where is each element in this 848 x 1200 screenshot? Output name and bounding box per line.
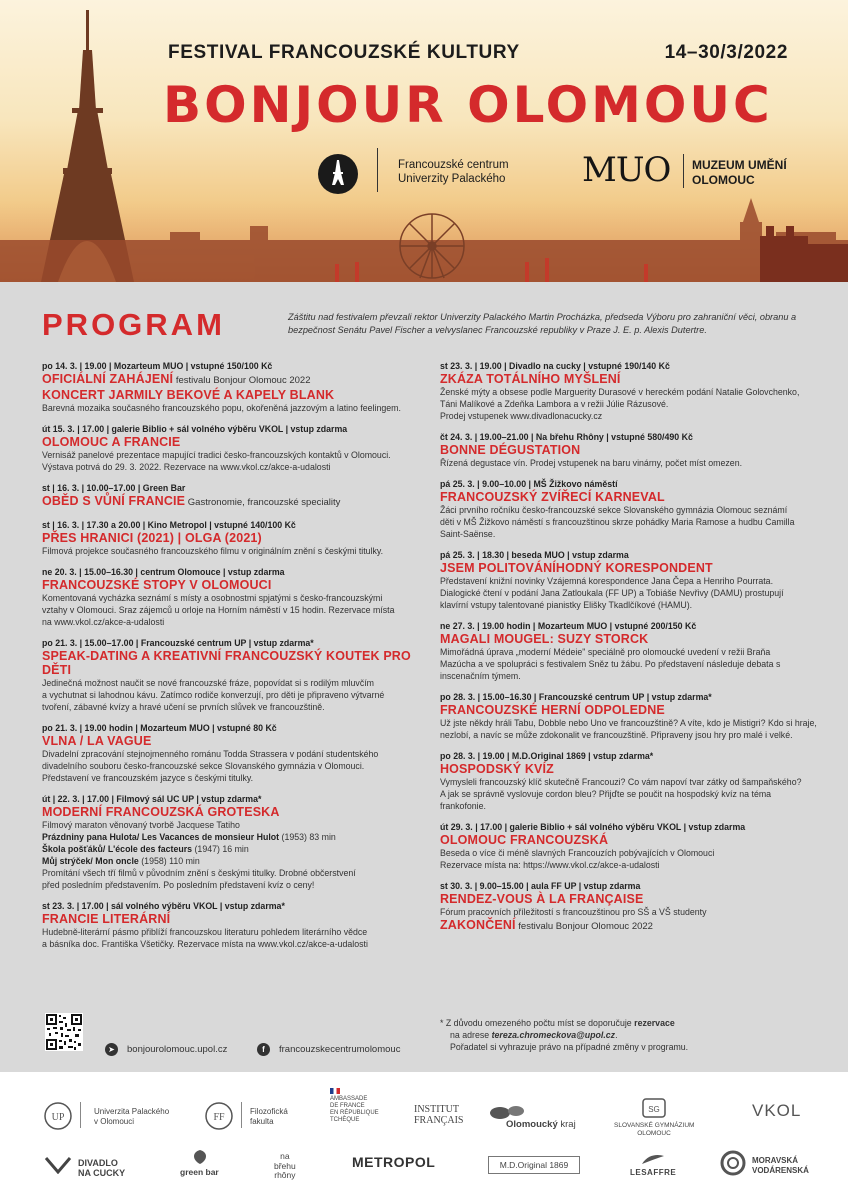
festival-line xyxy=(168,42,788,64)
closing-title xyxy=(440,918,820,934)
fc-name-line1: Francouzské centrum xyxy=(398,159,509,171)
event-description: Rezervace místa na: https://www.vkol.cz/akce-a-udalosti xyxy=(440,860,660,870)
event-description: na www.vkol.cz/akce-a-udalosti xyxy=(42,617,165,627)
event-description: Ženské mýty a obsese podle Marguerity Durasové v hereckém podání Natalie Golovchenko, xyxy=(440,387,800,397)
svg-text:SG: SG xyxy=(648,1105,660,1114)
lesaffre-icon xyxy=(640,1152,666,1166)
logo-divider xyxy=(683,154,684,188)
note-text: . xyxy=(615,1030,618,1040)
event-meta: ne 27. 3. | 19.00 hodin | Mozarteum MUO | vstupné 200/150 Kč xyxy=(440,621,697,631)
ambassade-logo xyxy=(330,1088,379,1124)
md-original-logo: M.D.Original 1869 xyxy=(488,1156,580,1174)
event-title xyxy=(42,435,417,449)
breh-line3: rhôny xyxy=(274,1170,296,1180)
mv-line2: VODÁRENSKÁ xyxy=(752,1166,809,1175)
event-description: a básníka doc. Františka Všetičky. Rezervace místa na www.vkol.cz/akce-a-udalosti xyxy=(42,939,368,949)
event-title-text: OBĚD S VŮNÍ FRANCIE xyxy=(42,494,186,508)
green-bar-icon xyxy=(188,1148,212,1166)
film-info: (1947) 16 min xyxy=(192,844,249,854)
ff-seal-icon xyxy=(205,1102,233,1130)
event-title-text: BONNE DÉGUSTATION xyxy=(440,443,581,457)
green-bar-logo: green bar xyxy=(180,1167,219,1177)
film-info: (1958) 110 min xyxy=(138,856,200,866)
program-event xyxy=(42,637,417,713)
event-title-text: OLOMOUC A FRANCIE xyxy=(42,435,181,449)
event-description: Představení ve francouzském jazyce s českými titulky. xyxy=(42,773,254,783)
event-description: Barevná mozaika současného francouzského popu, okořeněná jazzovým a latino feelingem. xyxy=(42,403,401,413)
program-event xyxy=(440,750,820,812)
event-description: Mimořádná úprava „moderní Médeie" speciálně pro olomoucké uvedení v režii Braňa xyxy=(440,647,771,657)
event-title-text: MAGALI MOUGEL: SUZY STORCK xyxy=(440,632,649,646)
event-title-text: FRANCOUZSKÉ HERNÍ ODPOLEDNE xyxy=(440,703,665,717)
event-title xyxy=(42,805,417,819)
event-title xyxy=(42,649,417,677)
na-brehu-rhony-logo xyxy=(274,1152,296,1181)
fc-name-line2: Univerzity Palackého xyxy=(398,173,506,185)
svg-text:FF: FF xyxy=(213,1112,225,1123)
ff-logo-text xyxy=(250,1107,288,1126)
amb-line3: EN RÉPUBLIQUE xyxy=(330,1110,379,1116)
muo-name-line2: OLOMOUC xyxy=(692,173,755,187)
event-title-secondary: KONCERT JARMILY BEKOVÉ A KAPELY BLANK xyxy=(42,388,335,402)
breh-line1: na xyxy=(280,1151,290,1161)
note-text: * Z důvodu omezeného počtu míst se doporučuje xyxy=(440,1018,635,1028)
event-description: Filmový maraton věnovaný tvorbě Jacquese Tatiho xyxy=(42,820,240,830)
moravska-vodarenska-icon xyxy=(720,1150,746,1176)
svg-text:UP: UP xyxy=(51,1112,65,1123)
event-meta: pá 25. 3. | 18.30 | beseda MUO | vstup zdarma xyxy=(440,550,629,560)
event-description: Filmová projekce současného francouzského filmu v originálním znění s českými titulky. xyxy=(42,546,384,556)
inst-line2: FRANÇAIS xyxy=(414,1115,464,1126)
program-event xyxy=(42,793,417,891)
patronage-text: Záštitu nad festivalem převzali rektor Univerzity Palackého Martin Procházka, předseda Výboru pro zahraniční věci, obranu a bezpečnost Senátu Pavel Fischer a velvyslanec Francouzské republiky v Praze J. E. p. Alexis Dutertre. xyxy=(288,312,797,335)
divadlo-na-cucky-icon xyxy=(44,1156,74,1174)
event-description: Divadelní zpracování stejnojmenného románu Todda Strassera v podání studentského xyxy=(42,749,379,759)
festival-subtitle: FESTIVAL FRANCOUZSKÉ KULTURY xyxy=(168,42,520,63)
institut-francais-logo xyxy=(414,1104,463,1126)
event-title xyxy=(440,372,820,386)
program-event xyxy=(42,360,417,414)
festival-title: BONJOUR OLOMOUC xyxy=(163,76,773,134)
festival-header xyxy=(0,0,848,282)
event-meta: po 28. 3. | 15.00–16.30 | Francouzské centrum UP | vstup zdarma* xyxy=(440,692,712,702)
sgo-line1: SLOVANSKÉ GYMNÁZIUM xyxy=(614,1122,695,1129)
event-description: inscenačním týmem. xyxy=(440,671,521,681)
event-description: Mazúcha a ve spolupráci s festivalem Sněz tu žábu. Po představení následuje debata s xyxy=(440,659,781,669)
muo-logo: MUO xyxy=(582,150,671,190)
event-title xyxy=(42,578,417,592)
sgo-line2: OLOMOUC xyxy=(637,1130,671,1137)
event-title-text: RENDEZ-VOUS À LA FRANÇAISE xyxy=(440,892,644,906)
program-event xyxy=(42,482,417,510)
note-text: na adrese xyxy=(450,1030,492,1040)
up-logo-text xyxy=(94,1107,169,1126)
event-title xyxy=(440,703,820,717)
ff-name-line2: fakulta xyxy=(250,1116,274,1126)
event-title xyxy=(42,531,417,545)
divadlo-line1: DIVADLO xyxy=(78,1158,118,1168)
event-meta: čt 24. 3. | 19.00–21.00 | Na břehu Rhôny | vstupné 580/490 Kč xyxy=(440,432,693,442)
film-title: Škola pošťáků/ L'école des facteurs xyxy=(42,844,193,854)
up-seal-icon xyxy=(44,1102,72,1130)
up-name-line1: Univerzita Palackého xyxy=(94,1107,170,1116)
amb-line1: AMBASSADE xyxy=(330,1096,368,1102)
event-description: divadelního souboru česko-francouzské sekce Slovanského gymnázia v Olomouci. xyxy=(42,761,365,771)
event-title-text: JSEM POLITOVÁNÍHODNÝ KORESPONDENT xyxy=(440,561,713,575)
event-description: Jedinečná možnost naučit se nové francouzské fráze, popovídat si s rodilým mluvčím xyxy=(42,678,374,688)
event-description: Dialogické čtení v podání Jana Zatloukala (FF UP) a Tobiáše Nevřivy (DAMU) prostupují xyxy=(440,588,784,598)
event-title xyxy=(440,632,820,646)
event-description: Prodej vstupenek www.divadlonacucky.cz xyxy=(440,411,603,421)
event-title xyxy=(440,892,820,906)
event-meta: po 28. 3. | 19.00 | M.D.Original 1869 | vstup zdarma* xyxy=(440,751,654,761)
festival-dates: 14–30/3/2022 xyxy=(664,42,788,63)
note-emphasis: rezervace xyxy=(634,1018,675,1028)
inst-line1: INSTITUT xyxy=(414,1104,459,1115)
event-meta: út 15. 3. | 17.00 | galerie Biblio + sál volného výběru VKOL | vstup zdarma xyxy=(42,424,348,434)
event-meta: út | 22. 3. | 17.00 | Filmový sál UC UP | vstup zdarma* xyxy=(42,794,262,804)
program-event xyxy=(42,423,417,473)
program-column-left xyxy=(42,360,417,959)
reservation-note xyxy=(440,1017,820,1053)
event-description: Vernisáž panelové prezentace mapující tradici česko-francouzských kontaktů v Olomouci. xyxy=(42,450,391,460)
event-title xyxy=(440,762,820,776)
program-event xyxy=(440,431,820,469)
event-title xyxy=(42,734,417,748)
program-event xyxy=(42,900,417,950)
up-name-line2: v Olomouci xyxy=(94,1116,135,1126)
note-disclaimer: Pořadatel si vyhrazuje právo na případné změny v programu. xyxy=(450,1042,689,1052)
muo-name-line1: MUZEUM UMĚNÍ xyxy=(692,158,787,172)
event-description: Představení knižní novinky Vzájemná korespondence Jana Čepa a Henriho Pourrata. xyxy=(440,576,774,586)
event-title-text: OLOMOUC FRANCOUZSKÁ xyxy=(440,833,609,847)
event-description: Beseda o více či méně slavných Francouzích pobývajících v Olomouci xyxy=(440,848,715,858)
moravska-vodarenska-logo xyxy=(752,1156,809,1176)
event-description: děti v MŠ Žižkovo náměstí s francouzštinou skrze pohádky Maria Ramose a hudbu Camilla xyxy=(440,517,795,527)
logo-divider xyxy=(377,148,378,192)
event-description: Táni Malíkové a Zdeňka Lambora a v režii Júlie Rázusové. xyxy=(440,399,669,409)
amb-line2: DE FRANCE xyxy=(330,1103,365,1109)
program-event xyxy=(440,691,820,741)
event-meta: st 23. 3. | 17.00 | sál volného výběru VKOL | vstup zdarma* xyxy=(42,901,285,911)
olk-word2: kraj xyxy=(560,1119,576,1130)
event-title xyxy=(42,494,417,510)
film-info: (1953) 83 min xyxy=(279,832,336,842)
logo-divider xyxy=(80,1102,81,1128)
qr-code[interactable] xyxy=(45,1013,83,1051)
event-description: vztahy v Olomouci. Sraz zájemců u orloje na Horním náměstí v 15 hodin. Rezervace místa xyxy=(42,605,395,615)
event-description: a vychutnat si lahodnou kávu. Zatímco rodiče konverzují, pro děti je připraveno výtvarné xyxy=(42,690,385,700)
divadlo-line2: NA CUCKY xyxy=(78,1168,126,1178)
program-column-right xyxy=(440,360,820,943)
reservation-email-link[interactable]: tereza.chromeckova@upol.cz xyxy=(491,1030,616,1040)
event-title-text: FRANCIE LITERÁRNÍ xyxy=(42,912,171,926)
eiffel-emblem-icon xyxy=(318,154,358,194)
event-description: A jak se správně vyslovuje cordon bleu? Přijďte se poučit na hospodský kvíz na téma xyxy=(440,789,772,799)
event-title-text: OFICIÁLNÍ ZAHÁJENÍ xyxy=(42,372,174,386)
event-meta: po 21. 3. | 19.00 hodin | Mozarteum MUO | vstupné 80 Kč xyxy=(42,723,277,733)
event-title-text: VLNA / LA VAGUE xyxy=(42,734,152,748)
event-meta: pá 25. 3. | 9.00–10.00 | MŠ Žižkovo náměstí xyxy=(440,479,618,489)
event-meta: po 21. 3. | 15.00–17.00 | Francouzské centrum UP | vstup zdarma* xyxy=(42,638,314,648)
divadlo-na-cucky-logo xyxy=(78,1158,125,1178)
event-description: Komentovaná vycházka seznámí s místy a osobnostmi spjatými s česko-francouzskými xyxy=(42,593,383,603)
program-event xyxy=(440,360,820,422)
event-description: tvoření, zábavné kvízy a hravé učení se prvních slůvek ve francouzštině. xyxy=(42,702,325,712)
event-meta: st | 16. 3. | 10.00–17.00 | Green Bar xyxy=(42,483,186,493)
event-meta: út 29. 3. | 17.00 | galerie Biblio + sál volného výběru VKOL | vstup zdarma xyxy=(440,822,746,832)
organizer-logos xyxy=(318,148,808,194)
partner-logos-strip xyxy=(0,1072,848,1200)
amb-line4: TCHÈQUE xyxy=(330,1117,360,1123)
event-title xyxy=(440,443,820,457)
lesaffre-logo: LESAFFRE xyxy=(630,1168,677,1177)
website-link[interactable] xyxy=(105,1043,227,1056)
francouzske-centrum-name xyxy=(398,158,509,186)
event-title xyxy=(440,490,820,504)
muzeum-umeni-name xyxy=(692,158,787,188)
breh-line2: břehu xyxy=(274,1160,296,1171)
event-title xyxy=(42,372,417,388)
film-title: Můj strýček/ Mon oncle xyxy=(42,856,139,866)
event-description: Už jste někdy hráli Tabu, Dobble nebo Uno ve francouzštině? A víte, kdo je Mistigri? Kdo si hraje, xyxy=(440,718,817,728)
film-entry xyxy=(42,831,417,843)
program-event xyxy=(440,620,820,682)
event-description: Výstava potrvá do 29. 3. 2022. Rezervace na www.vkol.cz/akce-a-udalosti xyxy=(42,462,331,472)
film-title: Prázdniny pana Hulota/ Les Vacances de monsieur Hulot xyxy=(42,832,280,842)
facebook-handle[interactable]: francouzskecentrumolomouc xyxy=(279,1044,401,1055)
event-title xyxy=(440,833,820,847)
event-description: před posledním představením. Po posledním představení kvíz o ceny! xyxy=(42,880,315,890)
event-meta: po 14. 3. | 19.00 | Mozarteum MUO | vstupné 150/100 Kč xyxy=(42,361,273,371)
program-heading: PROGRAM xyxy=(42,307,225,342)
film-entry xyxy=(42,855,417,867)
event-description: Žáci prvního ročníku česko-francouzské sekce Slovanského gymnázia Olomouc seznámí xyxy=(440,505,788,515)
facebook-icon: f xyxy=(257,1043,270,1056)
event-description: Hudebně-literární pásmo přiblíží francouzskou literaturu pohledem literárního vědce xyxy=(42,927,368,937)
event-meta: ne 20. 3. | 15.00–16.30 | centrum Olomouce | vstup zdarma xyxy=(42,567,285,577)
event-description: Saint-Saënse. xyxy=(440,529,496,539)
event-description: Promítání všech tří filmů v původním znění s českými titulky. Drobné občerstvení xyxy=(42,868,356,878)
film-entry xyxy=(42,843,417,855)
event-description: Vymysleli francouzský klíč skutečně Francouzi? Co vám napoví tvar zátky od šampaňského? xyxy=(440,777,802,787)
french-flag-icon xyxy=(330,1088,340,1094)
closing-title-text: ZAKONČENÍ xyxy=(440,918,516,932)
event-description: frankofonie. xyxy=(440,801,486,811)
ff-name-line1: Filozofická xyxy=(250,1107,288,1116)
program-event xyxy=(440,549,820,611)
event-description: Řízená degustace vín. Prodej vstupenek na baru vinárny, počet míst omezen. xyxy=(440,458,743,468)
olomoucky-kraj-logo xyxy=(506,1120,576,1130)
program-event xyxy=(42,519,417,557)
event-description: Fórum pracovních příležitostí s francouzštinou pro SŠ a VŠ studenty xyxy=(440,907,707,917)
closing-title-suffix: festivalu Bonjour Olomouc 2022 xyxy=(515,921,653,932)
vkol-logo: VKOL xyxy=(752,1101,802,1120)
logo-divider xyxy=(241,1102,242,1128)
event-title-text: ZKÁZA TOTÁLNÍHO MYŠLENÍ xyxy=(440,372,621,386)
event-meta: st | 16. 3. | 17.30 a 20.00 | Kino Metropol | vstupné 140/100 Kč xyxy=(42,520,296,530)
program-event xyxy=(42,566,417,628)
event-title-text: SPEAK-DATING A KREATIVNÍ FRANCOUZSKÝ KOUTEK PRO DĚTI xyxy=(42,649,411,677)
kino-metropol-logo: METROPOL xyxy=(352,1154,436,1170)
event-title-text: FRANCOUZSKÝ ZVÍŘECÍ KARNEVAL xyxy=(440,490,665,504)
event-description: klavírní vstupy talentované pianistky Elišky Tkadlčíkové (HAMU). xyxy=(440,600,693,610)
program-event xyxy=(440,880,820,934)
event-title-text: PŘES HRANICI (2021) | OLGA (2021) xyxy=(42,531,262,545)
sgo-logo xyxy=(614,1122,694,1138)
event-description: nezlobí, a navíc se může zdokonalit ve francouzštině. Připraveny jsou hry pro malé i velké. xyxy=(440,730,793,740)
sgo-emblem-icon xyxy=(642,1098,666,1118)
event-meta: st 30. 3. | 9.00–15.00 | aula FF UP | vstup zdarma xyxy=(440,881,641,891)
event-meta: st 23. 3. | 19.00 | Divadlo na cucky | vstupné 190/140 Kč xyxy=(440,361,670,371)
event-title-suffix: festivalu Bonjour Olomouc 2022 xyxy=(173,375,311,386)
event-title xyxy=(42,912,417,926)
event-title-suffix: Gastronomie, francouzské speciality xyxy=(185,497,341,508)
program-event xyxy=(42,722,417,784)
mv-line1: MORAVSKÁ xyxy=(752,1156,799,1165)
olk-word1: Olomoucký xyxy=(506,1119,558,1130)
cursor-icon: ➤ xyxy=(105,1043,118,1056)
event-title-text: FRANCOUZSKÉ STOPY V OLOMOUCI xyxy=(42,578,272,592)
event-title-text: HOSPODSKÝ KVÍZ xyxy=(440,762,554,776)
event-title-text: MODERNÍ FRANCOUZSKÁ GROTESKA xyxy=(42,805,280,819)
program-event xyxy=(440,821,820,871)
website-url[interactable]: bonjourolomouc.upol.cz xyxy=(127,1044,228,1055)
facebook-link[interactable] xyxy=(257,1043,400,1056)
program-event xyxy=(440,478,820,540)
event-title xyxy=(440,561,820,575)
